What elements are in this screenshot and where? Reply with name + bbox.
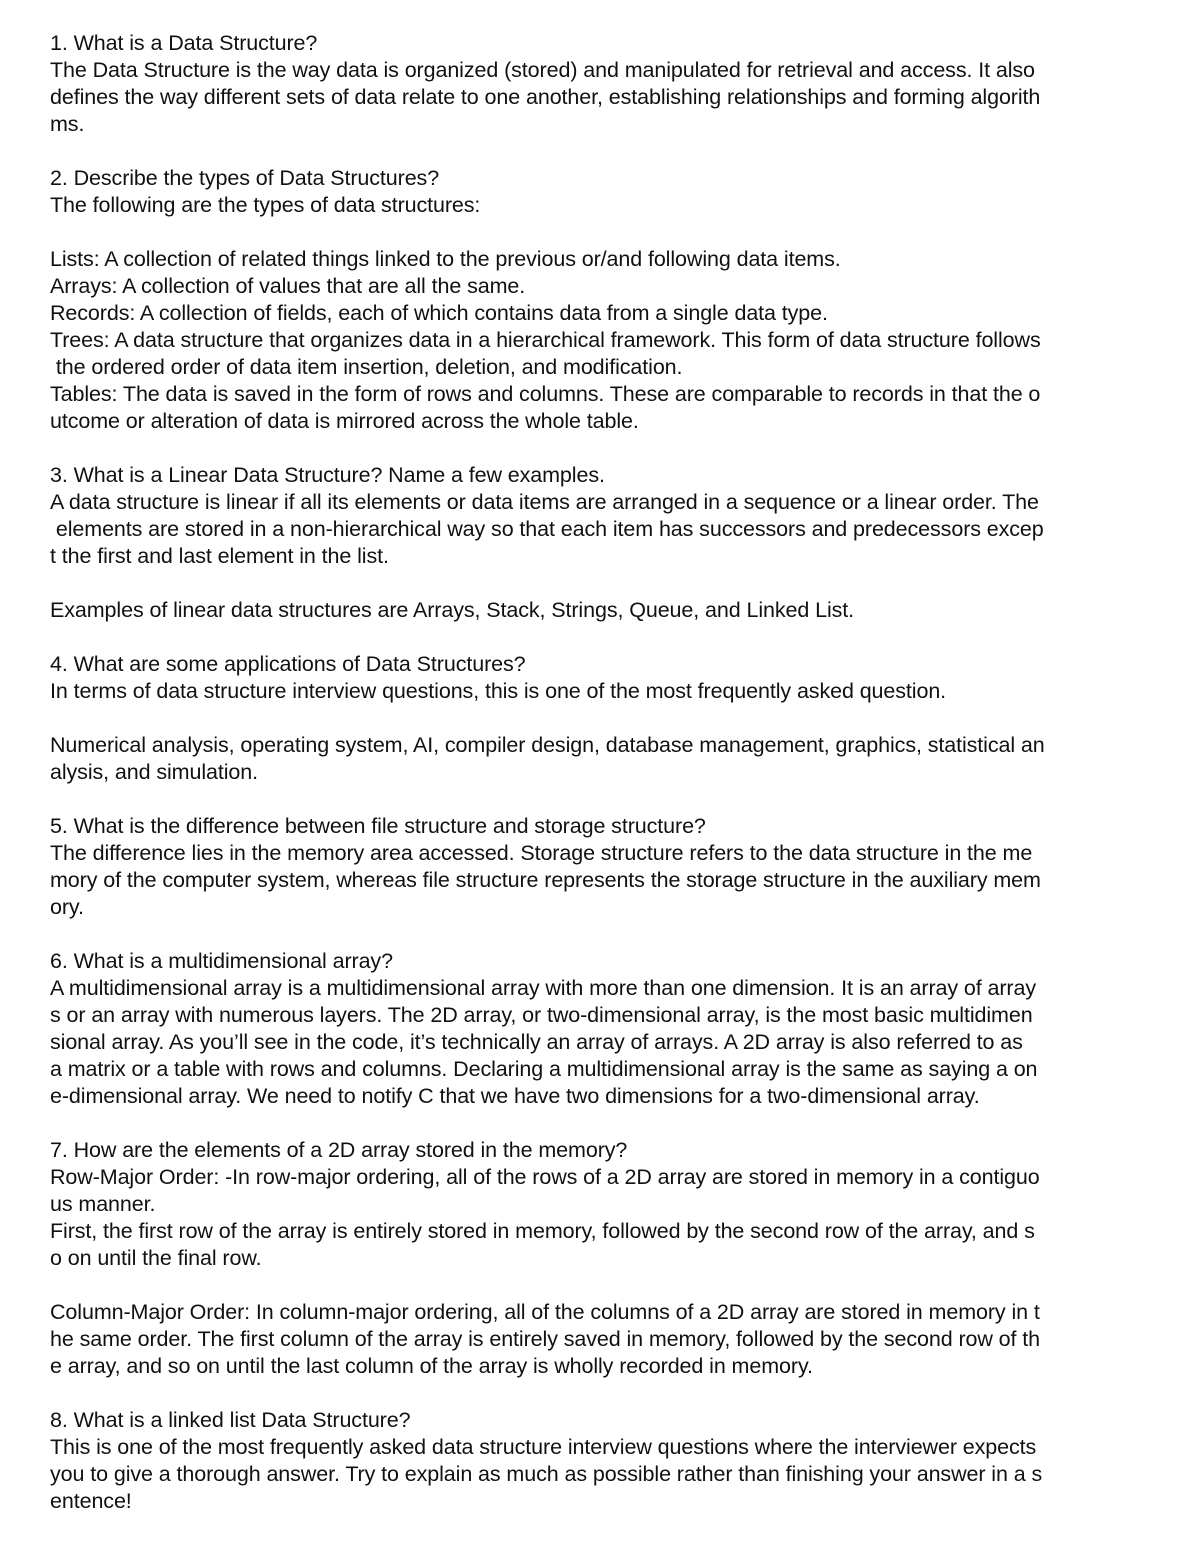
answer-line: Tables: The data is saved in the form of rows and columns. These are comparable to records in that the o	[50, 382, 1041, 406]
answer-line: This is one of the most frequently asked data structure interview questions where the interviewer expects	[50, 1435, 1037, 1459]
answer-line: The following are the types of data structures:	[50, 193, 481, 217]
section-1	[50, 30, 1170, 138]
answer-line: utcome or alteration of data is mirrored across the whole table.	[50, 409, 639, 433]
paragraph-spacer	[50, 705, 1170, 732]
question-heading: 2. Describe the types of Data Structures?	[50, 166, 440, 190]
paragraph-spacer	[50, 219, 1170, 246]
answer-line: s or an array with numerous layers. The 2D array, or two-dimensional array, is the most basic multidimen	[50, 1003, 1033, 1027]
paragraph-spacer	[50, 1272, 1170, 1299]
question-heading: 1. What is a Data Structure?	[50, 31, 318, 55]
answer-line: you to give a thorough answer. Try to explain as much as possible rather than finishing your answer in a s	[50, 1462, 1043, 1486]
answer-line: Lists: A collection of related things linked to the previous or/and following data items.	[50, 247, 841, 271]
answer-line: the ordered order of data item insertion, deletion, and modification.	[50, 355, 683, 379]
answer-line: us manner.	[50, 1192, 156, 1216]
answer-line: elements are stored in a non-hierarchical way so that each item has successors and predecessors excep	[50, 517, 1044, 541]
answer-line: First, the first row of the array is entirely stored in memory, followed by the second row of the array, and s	[50, 1219, 1035, 1243]
answer-line: A multidimensional array is a multidimensional array with more than one dimension. It is an array of array	[50, 976, 1037, 1000]
question-heading: 8. What is a linked list Data Structure?	[50, 1408, 411, 1432]
answer-line: Column-Major Order: In column-major ordering, all of the columns of a 2D array are stored in memory in t	[50, 1300, 1040, 1324]
answer-line: The difference lies in the memory area accessed. Storage structure refers to the data structure in the me	[50, 841, 1033, 865]
section-3	[50, 462, 1170, 624]
section-spacer	[50, 435, 1170, 462]
answer-line: entence!	[50, 1489, 132, 1513]
section-5	[50, 813, 1170, 921]
answer-line: Examples of linear data structures are Arrays, Stack, Strings, Queue, and Linked List.	[50, 598, 855, 622]
question-heading: 6. What is a multidimensional array?	[50, 949, 393, 973]
answer-line: ms.	[50, 112, 85, 136]
answer-line: he same order. The first column of the array is entirely saved in memory, followed by the second row of th	[50, 1327, 1041, 1351]
answer-line: Records: A collection of fields, each of which contains data from a single data type.	[50, 301, 828, 325]
answer-line: ory.	[50, 895, 84, 919]
section-6	[50, 948, 1170, 1110]
answer-line: The Data Structure is the way data is organized (stored) and manipulated for retrieval and access. It also	[50, 58, 1035, 82]
answer-line: In terms of data structure interview questions, this is one of the most frequently asked question.	[50, 679, 947, 703]
section-7	[50, 1137, 1170, 1380]
section-spacer	[50, 1380, 1170, 1407]
answer-line: t the first and last element in the list.	[50, 544, 389, 568]
answer-line: alysis, and simulation.	[50, 760, 259, 784]
answer-line: A data structure is linear if all its elements or data items are arranged in a sequence or a linear order. The	[50, 490, 1039, 514]
answer-line: e array, and so on until the last column of the array is wholly recorded in memory.	[50, 1354, 813, 1378]
document-page	[50, 30, 1170, 1515]
answer-line: Arrays: A collection of values that are all the same.	[50, 274, 526, 298]
section-spacer	[50, 624, 1170, 651]
section-4	[50, 651, 1170, 786]
section-spacer	[50, 138, 1170, 165]
question-heading: 5. What is the difference between file structure and storage structure?	[50, 814, 706, 838]
question-heading: 7. How are the elements of a 2D array stored in the memory?	[50, 1138, 628, 1162]
section-spacer	[50, 786, 1170, 813]
section-spacer	[50, 921, 1170, 948]
answer-line: e-dimensional array. We need to notify C that we have two dimensions for a two-dimensional array.	[50, 1084, 980, 1108]
answer-line: mory of the computer system, whereas file structure represents the storage structure in the auxiliary mem	[50, 868, 1041, 892]
question-heading: 3. What is a Linear Data Structure? Name a few examples.	[50, 463, 605, 487]
answer-line: o on until the final row.	[50, 1246, 262, 1270]
answer-line: defines the way different sets of data relate to one another, establishing relationships and forming algorith	[50, 85, 1041, 109]
section-8	[50, 1407, 1170, 1515]
question-heading: 4. What are some applications of Data Structures?	[50, 652, 526, 676]
answer-line: sional array. As you’ll see in the code, it’s technically an array of arrays. A 2D array is also referred to as	[50, 1030, 1023, 1054]
answer-line: Numerical analysis, operating system, AI, compiler design, database management, graphics, statistical an	[50, 733, 1045, 757]
answer-line: Row-Major Order: -In row-major ordering, all of the rows of a 2D array are stored in memory in a contiguo	[50, 1165, 1040, 1189]
paragraph-spacer	[50, 570, 1170, 597]
answer-line: a matrix or a table with rows and columns. Declaring a multidimensional array is the same as saying a on	[50, 1057, 1038, 1081]
answer-line: Trees: A data structure that organizes data in a hierarchical framework. This form of data structure follows	[50, 328, 1041, 352]
section-spacer	[50, 1110, 1170, 1137]
section-2	[50, 165, 1170, 435]
